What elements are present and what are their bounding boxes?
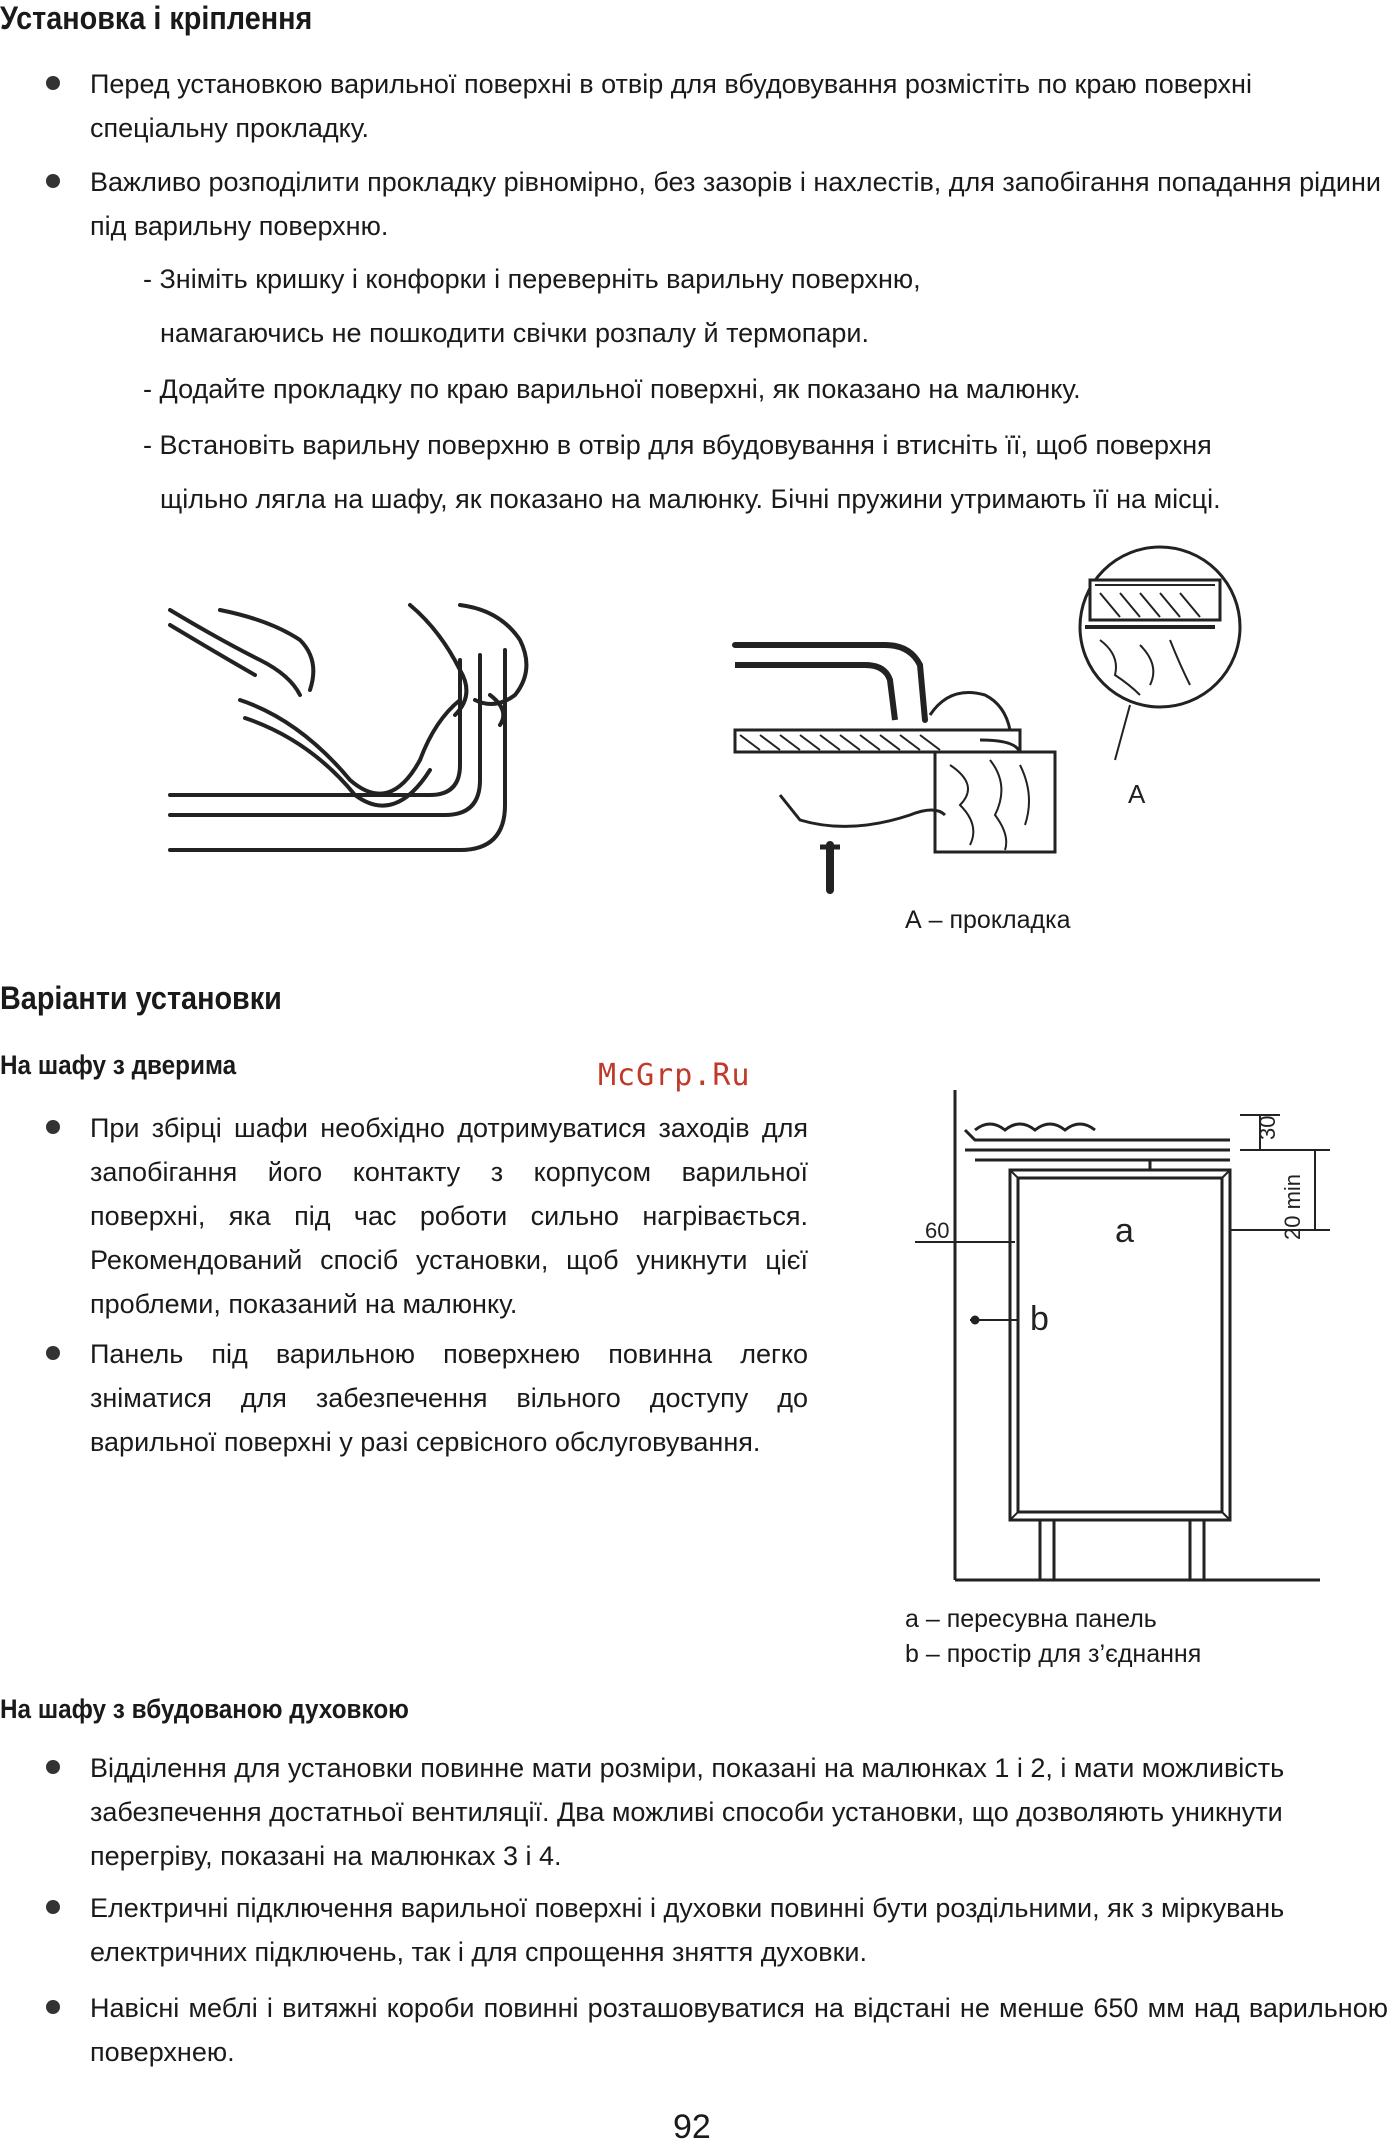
bullet-dot-icon <box>46 174 60 188</box>
figure-caption-seal: А – прокладка <box>905 906 1071 934</box>
bullet-dot-icon <box>46 1900 60 1914</box>
watermark: McGrp.Ru <box>598 1058 751 1093</box>
bullet-item: При збірці шафи необхідно дотримуватися заходів для запобігання його контакту з корпусом варильної поверхні, яка під час роботи сильно нагрівається. Рекомендований спосіб установки, щоб уникнути цієї проблеми, показаний на малюнку. <box>90 1106 808 1326</box>
diagram-label-b: b <box>1030 1300 1049 1338</box>
bullet-dot-icon <box>46 1760 60 1774</box>
step-line: щільно лягла на шафу, як показано на малюнку. Бічні пружини утримають її на місці. <box>160 484 1221 514</box>
section-heading-options: Варіанти установки <box>0 980 282 1016</box>
bullet-item: Відділення для установки повинне мати розміри, показані на малюнках 1 і 2, і мати можливість забезпечення достатньої вентиляції. Два можливі способи установки, що дозволяють уникнути перегріву, показані на малюнках 3 і 4. <box>90 1746 1388 1878</box>
diagram-label-a: a <box>1115 1212 1134 1250</box>
bullet-dot-icon <box>46 1346 60 1360</box>
step-line: намагаючись не пошкодити свічки розпалу й термопари. <box>160 318 870 348</box>
bullet-item: Перед установкою варильної поверхні в отвір для вбудовування розмістіть по краю поверхні спеціальну прокладку. <box>90 62 1388 150</box>
bullet-dot-icon <box>46 2000 60 2014</box>
page-number: 92 <box>673 2108 711 2146</box>
step-line: - Зніміть кришку і конфорки і переверніть варильну поверхню, <box>143 264 921 294</box>
step-line: - Встановіть варильну поверхню в отвір для вбудовування і втисніть її, щоб поверхня <box>143 430 1212 460</box>
bullet-item: Панель під варильною поверхнею повинна легко зніматися для забезпечення вільного доступу до варильної поверхні у разі сервісного обслуговування. <box>90 1332 808 1464</box>
figure-label-a: A <box>1128 779 1146 809</box>
bullet-item: Електричні підключення варильної поверхні і духовки повинні бути роздільними, як з міркувань електричних підключень, так і для спрощення зняття духовки. <box>90 1886 1388 1974</box>
section-heading-installation: Установка і кріплення <box>0 0 313 36</box>
seal-placement-illustration <box>160 600 580 860</box>
subheading-cabinet-doors: На шафу з дверима <box>0 1050 237 1080</box>
bullet-dot-icon <box>46 76 60 90</box>
hob-cross-section-illustration <box>720 545 1250 915</box>
bullet-item: Навісні меблі і витяжні короби повинні розташовуватися на відстані не менше 650 мм над варильною поверхнею. <box>90 1986 1388 2074</box>
dimension-top-label: 30 <box>1255 1115 1280 1140</box>
step-line: - Додайте прокладку по краю варильної поверхні, як показано на малюнку. <box>143 374 1081 404</box>
diagram-caption-b: b – простір для з’єднання <box>905 1640 1202 1668</box>
dimension-side-label: 20 min <box>1280 1173 1305 1240</box>
diagram-caption-a: a – пересувна панель <box>905 1605 1157 1633</box>
cabinet-diagram <box>900 1090 1340 1590</box>
bullet-dot-icon <box>46 1120 60 1134</box>
dimension-left-label: 60 <box>925 1218 950 1243</box>
subheading-builtin-oven: На шафу з вбудованою духовкою <box>0 1694 409 1724</box>
bullet-item: Важливо розподілити прокладку рівномірно, без зазорів і нахлестів, для запобігання попадання рідини під варильну поверхню. <box>90 160 1388 248</box>
